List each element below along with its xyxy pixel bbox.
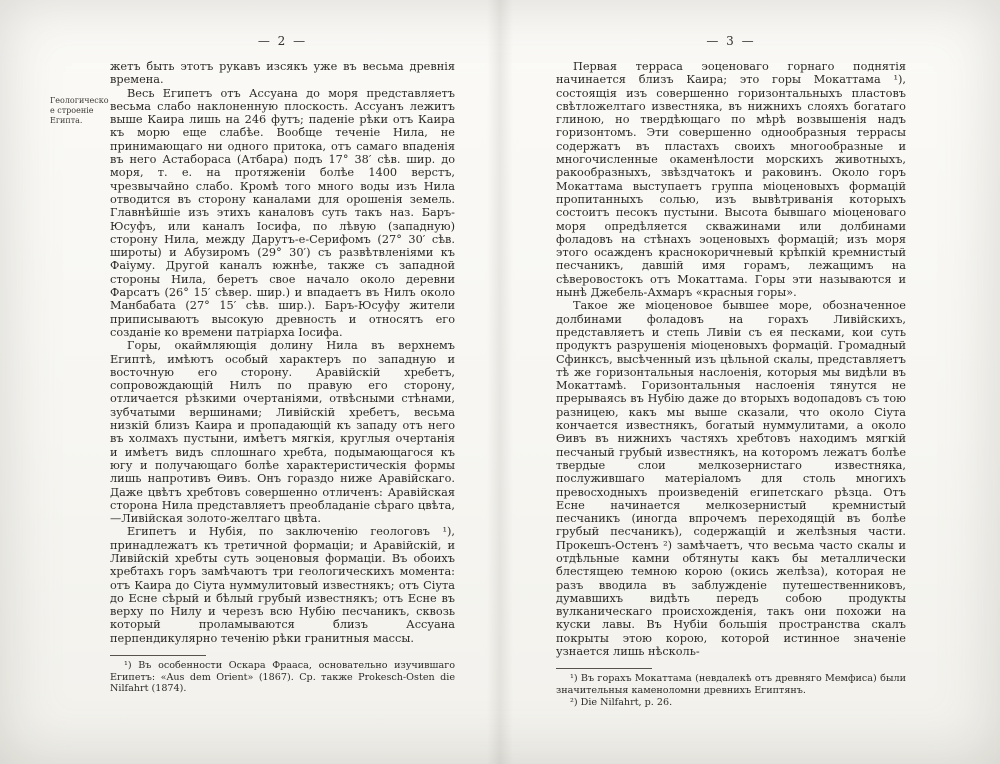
page-2-text-column xyxy=(110,60,455,695)
page-number: — 2 — xyxy=(257,34,308,48)
footnote-rule xyxy=(110,655,206,656)
paragraph: жетъ быть этотъ рукавъ изсякъ уже въ весьма древнія времена. xyxy=(110,60,455,87)
footnote: ²) Die Nilfahrt, p. 26. xyxy=(570,696,673,708)
page-gutter xyxy=(487,0,513,764)
paragraph: Египетъ и Нубія, по заключенію геологовъ ¹), принадлежатъ къ третичной формаціи; и Аравійскій, и Ливійскій хребты суть эоценовыя формаціи. Въ обоихъ хребтахъ горъ замѣчаютъ три геологическихъ момента: отъ Каира до Сіута нуммулитовый известнякъ; отъ Сіута до Есне сѣрый и бѣлый грубый известнякъ; отъ Есне въ верху по Нилу и черезъ всю Нубію песчаникъ, сквозь который проламываются близъ Ассуана перпендикулярно теченію рѣки гранитныя массы. xyxy=(110,525,455,645)
paragraph: Весь Египетъ отъ Ассуана до моря представляетъ весьма слабо наклоненную плоскость. Ассуанъ лежитъ выше Каира лишь на 246 футъ; паденіе рѣки отъ Каира къ морю еще слабѣе. Вообще теченіе Нила, не принимающаго ни одного притока, отъ самаго впаденія въ него Астабораса (Атбара) подъ 17° 38′ сѣв. шир. до моря, т. е. на протяженіи болѣе 1400 верстъ, чрезвычайно слабо. Кромѣ того много воды изъ Нила отводится въ сторону каналами для орошенія земель. Главнѣйшіе изъ этихъ каналовъ суть такъ наз. Баръ-Юсуфъ, или каналъ Іосифа, по лѣвую (западную) сторону Нила, между Дарутъ-е-Серифомъ (27° 30′ сѣв. широты) и Абузиромъ (29° 30′) съ развѣтвленіями къ Фаіуму. Другой каналъ южнѣе, также съ западной стороны Нила, беретъ свое начало около деревни Фарсатъ (26° 15′ сѣвер. шир.) и впадаетъ въ Нилъ около Манбабата (27° 15′ сѣв. шир.). Баръ-Юсуфу жители приписываютъ высокую древность и относятъ его созданіе ко времени патріарха Іосифа. xyxy=(110,86,455,339)
paragraph: Первая терраса эоценоваго горнаго поднятія начинается близъ Каира; это горы Мокаттама ¹), состоящія изъ совершенно горизонтальныхъ пластовъ свѣтложелтаго известняка, въ нижнихъ слояхъ богатаго глиною, но твердѣющаго по мѣрѣ возвышенія надъ горизонтомъ. Эти совершенно однообразныя террасы содержатъ въ пластахъ своихъ многообразные и многочисленные окаменѣлости морскихъ животныхъ, ракообразныхъ, звѣздчатокъ и раковинъ. Около горъ Мокаттама выступаетъ группа міоценовыхъ формацій пропитанныхъ солью, изъ вывѣтриванія которыхъ состоитъ песокъ пустыни. Высота бывшаго міоценоваго моря опредѣляется скважинами или долбинами фоладовъ на стѣнахъ эоценовыхъ формацій; изъ моря этого осажденъ краснокоричневый крѣпкій кремнистый песчаникъ, давшій имя горамъ, лежащимъ на сѣверовостокъ отъ Мокаттама. Горы эти называются и нынѣ Джебель-Ахмаръ «красныя горы». xyxy=(556,60,906,300)
footnote: ¹) Въ горахъ Мокаттама (невдалекѣ отъ древняго Мемфиса) были значительныя каменоломни древнихъ Египтянъ. xyxy=(556,673,906,696)
footnote: ¹) Въ особенности Оскара Фрааса, основательно изучившаго Египетъ: «Aus dem Orient» (1867). Ср. также Prokesch-Osten die Nilfahrt (1874). xyxy=(110,660,455,695)
paragraph: Горы, окаймляющія долину Нила въ верхнемъ Египтѣ, имѣютъ особый характеръ по западную и восточную его сторону. Аравійскій хребетъ, сопровождающій Нилъ по правую его сторону, отличается рѣзкими очертаніями, отвѣсными стѣнами, зубчатыми вершинами; Ливійскій хребетъ, весьма низкій близъ Каира и пропадающій къ западу отъ него въ холмахъ пустыни, имѣетъ мягкія, круглыя очертанія и имѣетъ видъ сплошнаго хребта, подымающагося къ югу и получающаго болѣе характеристическія формы лишь напротивъ Ѳивъ. Онъ гораздо ниже Аравійскаго. Даже цвѣтъ хребтовъ совершенно отличенъ: Аравійская сторона Нила представляетъ преобладаніе сѣраго цвѣта,—Ливійская золото-желтаго цвѣта. xyxy=(110,339,455,526)
footnotes xyxy=(556,673,906,708)
footnotes xyxy=(110,660,455,695)
paragraph: Такое же міоценовое бывшее море, обозначенное долбинами фоладовъ на горахъ Ливійскихъ, представляетъ и степь Ливіи съ ея песками, кои суть продуктъ разрушенія міоценовыхъ формацій. Громадный Сфинксъ, высѣченный изъ цѣльной скалы, представляетъ тѣ же горизонтальныя наслоенія, которыя мы видѣли въ Мокаттамѣ. Горизонтальныя наслоенія тянутся не прерываясь въ Нубію даже до вторыхъ водопадовъ съ тою разницею, какъ мы выше сказали, что около Сіута кончается известнякъ, богатый нуммулитами, а около Ѳивъ въ нижнихъ частяхъ хребтовъ находимъ мягкій песчаный грубый известнякъ, на которомъ лежатъ болѣе твердые слои мелкозернистаго известняка, послужившаго матеріаломъ для столь многихъ превосходныхъ произведеній египетскаго рѣзца. Отъ Есне начинается мелкозернистый кремнистый песчаникъ (иногда впрочемъ переходящій въ болѣе грубый песчаникъ), содержащій и желѣзныя части. Прокешъ-Остенъ ²) замѣчаетъ, что весьма часто скалы и отдѣльные камни обтянуты какъ бы металлически блестящею темною корою (окись желѣза), которая не разъ вводила въ заблужденіе путешественниковъ, думавшихъ видѣть передъ собою продукты вулканическаго происхожденія, такъ они похожи на куски лавы. Въ Нубіи большія пространства скалъ покрыты этою корою, которой истинное значеніе узнается лишь нѣсколь- xyxy=(556,299,906,659)
margin-note: Геологическое строеніе Египта. xyxy=(50,96,109,125)
footnote-rule xyxy=(556,668,652,669)
page-3-text-column xyxy=(556,60,906,708)
page-3 xyxy=(520,0,950,764)
page-number: — 3 — xyxy=(706,34,756,48)
page-2 xyxy=(38,0,468,764)
